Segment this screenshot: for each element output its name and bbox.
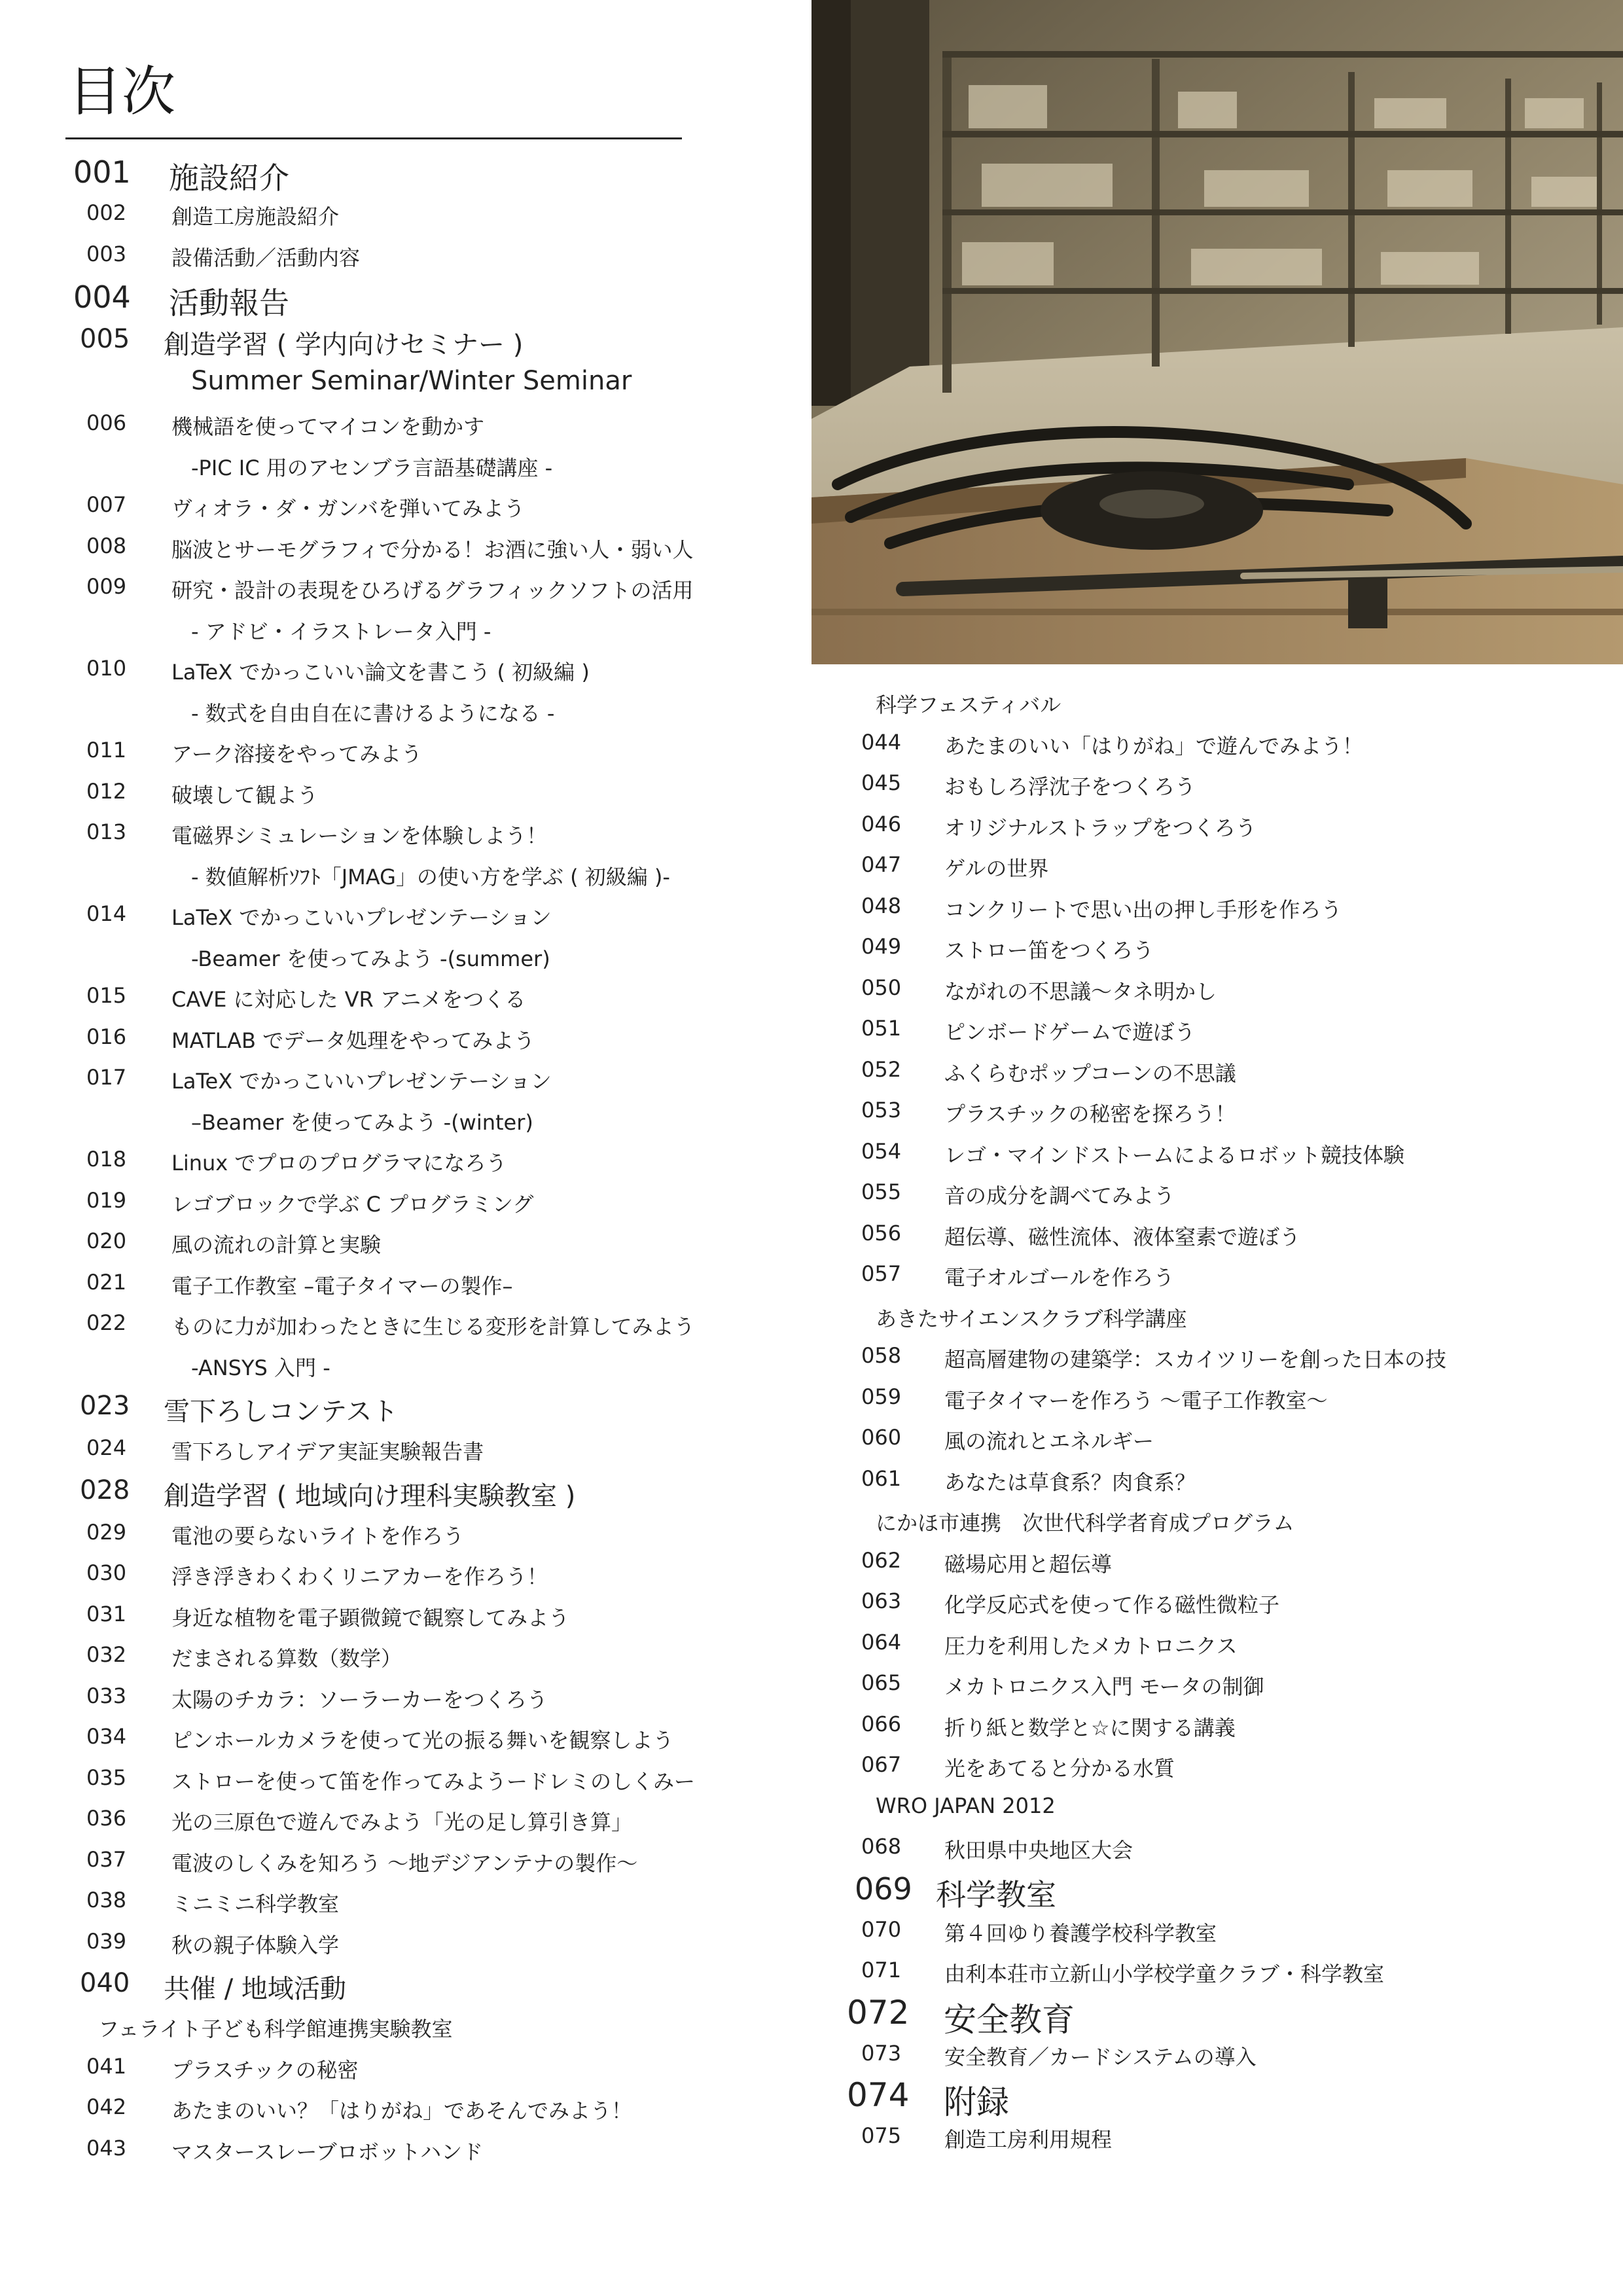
toc-entry-title: MATLAB でデータ処理をやってみよう [171,1028,535,1053]
toc-item [812,1335,1623,1376]
toc-entry-title: CAVE に対応した VR アニメをつくる [171,987,526,1012]
toc-entry-title: LaTeX でかっこいいプレゼンテーション [171,905,552,930]
toc-item [0,2087,785,2128]
toc-entry-title: 施設紹介 [169,160,289,196]
toc-page-number: 048 [861,893,902,918]
toc-entry-title: ミニミニ科学教室 [171,1892,340,1916]
toc-subtitle [0,361,785,403]
toc-page-number: 039 [86,1928,127,1954]
toc-sub [0,935,785,976]
toc-item [0,1716,785,1757]
toc-page-number: 042 [86,2094,127,2119]
toc-item [0,1139,785,1180]
toc-entry-title: 音の成分を調べてみよう [944,1183,1175,1208]
toc-item [0,1839,785,1880]
toc-entry-title: おもしろ浮沈子をつくろう [944,774,1196,799]
toc-page-number: 067 [861,1752,902,1777]
toc-entry-title: 超高層建物の建築学：スカイツリーを創った日本の技 [944,1347,1447,1372]
toc-page-number: 047 [861,852,902,877]
toc-page-number: 037 [86,1846,127,1872]
toc-page-number: 030 [86,1560,127,1585]
toc-page-number: 006 [86,410,127,435]
toc-page-number: 014 [86,901,127,926]
toc-item [812,886,1623,927]
toc-entry-title: プラスチックの秘密を探ろう！ [944,1102,1236,1126]
toc-item [0,893,785,935]
toc-entry-title: 秋田県中央地区大会 [944,1838,1133,1863]
toc-page-number: 056 [861,1220,902,1246]
toc-page-number: 021 [86,1269,127,1295]
toc-entry-title: 電磁界シミュレーションを体験しよう！ [171,823,548,848]
toc-item [812,1213,1623,1254]
toc-entry-title: 由利本荘市立新山小学校学童クラブ・科学教室 [944,1962,1385,1986]
toc-item [812,926,1623,967]
toc-entry-title: 電子工作教室 –電子タイマーの製作– [171,1273,513,1299]
toc-entry-title: フェライト子ども科学館連携実験教室 [98,2017,453,2041]
toc-page-number: 075 [861,2123,902,2148]
toc-page-number: 012 [86,778,127,804]
toc-big [812,1991,1623,2039]
toc-item [812,844,1623,886]
toc-page-number: 023 [80,1391,130,1421]
toc-entry-title: ヴィオラ・ダ・ガンバを弾いてみよう [171,496,525,521]
toc-item [812,1458,1623,1499]
toc-page-number: 069 [855,1871,912,1907]
toc-page-number: 074 [847,2076,910,2114]
toc-entry-title: 風の流れとエネルギー [944,1429,1154,1454]
toc-page-number: 068 [861,1834,902,1859]
toc-entry-title: Linux でプロのプログラマになろう [171,1151,507,1175]
toc-entry-title: あたまのいい「はりがね」で遊んでみよう！ [944,733,1364,759]
toc-header [0,2005,785,2046]
toc-page-number: 022 [86,1310,127,1335]
toc-entry-title: レゴブロックで学ぶ C プログラミング [171,1191,534,1217]
toc-entry-title: 風の流れの計算と実験 [171,1232,382,1257]
toc-entry-title: LaTeX でかっこいいプレゼンテーション [171,1069,552,1094]
toc-page-number: 008 [86,533,127,558]
toc-entry-title: -Beamer を使ってみよう -(summer) [191,946,550,971]
toc-item [0,484,785,526]
toc-entry-title: 身近な植物を電子顕微鏡で観察してみよう [171,1605,570,1630]
toc-page-number: 044 [861,729,902,755]
toc-page-number: 059 [861,1384,902,1409]
toc-page-number: 058 [861,1343,902,1368]
toc-page-number: 031 [86,1601,127,1626]
toc-item [0,2128,785,2169]
toc-page-number: 007 [86,492,127,517]
toc-item [0,812,785,853]
toc-item [0,1880,785,1921]
toc-page-number: 043 [86,2135,127,2161]
toc-item [812,1008,1623,1049]
toc-item [0,1427,785,1469]
toc-item [812,1826,1623,1867]
toc-entry-title: -PIC IC 用のアセンブラ言語基礎講座 - [191,455,553,480]
toc-page-number: 066 [861,1711,902,1736]
toc-item [0,1057,785,1098]
toc-item [812,1581,1623,1622]
toc-page-number: 019 [86,1187,127,1213]
toc-item [0,1552,785,1594]
toc-entry-title: アーク溶接をやってみよう [171,742,423,766]
toc-entry-title: -ANSYS 入門 - [191,1355,330,1380]
toc-item [0,1634,785,1676]
toc-page-number: 013 [86,819,127,844]
toc-entry-title: 光の三原色で遊んでみよう「光の足し算引き算」 [171,1810,633,1835]
toc-entry-title: 創造工房施設紹介 [171,204,340,229]
toc-page-number: 050 [861,975,902,1000]
toc-page-number: 004 [73,279,131,315]
toc-entry-title: ふくらむポップコーンの不思議 [944,1060,1236,1086]
toc-item [812,804,1623,845]
toc-item [0,1798,785,1839]
toc-entry-title: 折り紙と数学と☆に関する講義 [944,1715,1236,1740]
toc-item [0,1757,785,1799]
toc-item [812,722,1623,763]
toc-page-number: 072 [847,1993,910,2032]
toc-entry-title: 創造学習 ( 学内向けセミナー ) [164,330,524,360]
toc-right-column [812,681,1623,2157]
toc-entry-title: プラスチックの秘密 [171,2057,359,2083]
toc-entry-title: 安全教育／カードシステムの導入 [944,2044,1257,2070]
toc-page-number: 061 [861,1465,902,1491]
toc-entry-title: 脳波とサーモグラフィで分かる！お酒に強い人・弱い人 [171,537,694,562]
toc-page-number: 028 [80,1475,130,1505]
toc-group [0,1469,785,1512]
toc-page-number: 017 [86,1065,127,1090]
toc-item [812,1704,1623,1745]
toc-page-number: 051 [861,1016,902,1041]
toc-group [0,317,785,361]
toc-item [812,1090,1623,1131]
page-title: 目次 [68,61,176,123]
toc-page-number: 045 [861,770,902,795]
toc-entry-title: 太陽のチカラ：ソーラーカーをつくろう [171,1687,548,1712]
toc-entry-title: 機械語を使ってマイコンを動かす [171,414,485,439]
toc-item [812,1172,1623,1213]
title-divider [65,137,682,139]
toc-entry-title: Summer Seminar/Winter Seminar [191,366,632,396]
toc-item [812,1131,1623,1172]
toc-item [812,1662,1623,1704]
toc-entry-title: ピンホールカメラを使って光の振る舞いを観察しよう [171,1728,674,1753]
toc-entry-title: ゲルの世界 [944,856,1049,881]
toc-page-number: 049 [861,934,902,959]
toc-entry-title: ストローを使って笛を作ってみようードレミのしくみー [171,1768,696,1794]
toc-entry-title: 設備活動／活動内容 [171,245,361,270]
toc-entry-title: 活動報告 [169,285,289,321]
toc-entry-title: マスタースレーブロボットハンド [171,2139,484,2164]
toc-item [0,234,785,275]
toc-sub [0,444,785,485]
toc-entry-title: 創造工房利用規程 [944,2127,1113,2152]
toc-page-number: 009 [86,574,127,599]
toc-page-number: 001 [73,154,131,190]
toc-entry-title: あたまのいい？「はりがね」であそんでみよう！ [171,2098,633,2123]
toc-sub [0,689,785,730]
toc-section [0,274,785,321]
toc-header [812,1295,1623,1336]
toc-entry-title: ながれの不思議〜タネ明かし [944,978,1217,1004]
toc-entry-title: メカトロニクス入門 モータの制御 [944,1674,1264,1699]
toc-entry-title: WRO JAPAN 2012 [876,1793,1056,1818]
toc-item [812,2115,1623,2157]
toc-item [0,1302,785,1344]
toc-item [0,526,785,567]
toc-item [812,1049,1623,1090]
toc-page-number: 036 [86,1806,127,1831]
toc-sub [0,853,785,894]
toc-page-number: 020 [86,1229,127,1253]
toc-entry-title: あきたサイエンスクラブ科学講座 [876,1306,1187,1331]
toc-group [0,1962,785,2005]
toc-entry-title: 雪下ろしコンテスト [164,1397,399,1427]
toc-item [0,1921,785,1962]
toc-item [0,1180,785,1221]
toc-page-number: 032 [86,1642,127,1667]
toc-page-number: 065 [861,1670,902,1695]
toc-page-number: 063 [861,1588,902,1613]
toc-page-number: 054 [861,1138,902,1164]
toc-entry-title: 研究・設計の表現をひろげるグラフィックソフトの活用 [171,578,694,603]
toc-entry-title: - アドビ・イラストレータ入門 - [191,619,491,644]
toc-item [812,1417,1623,1458]
toc-page-number: 073 [861,2040,902,2066]
toc-page-number: 060 [861,1425,902,1450]
toc-page-number: 015 [86,983,127,1008]
toc-entry-title: ピンボードゲームで遊ぼう [944,1020,1196,1045]
toc-item [812,1909,1623,1950]
toc-page-number: 046 [861,811,902,836]
toc-entry-title: 化学反応式を使って作る磁性微粒子 [944,1592,1280,1617]
toc-page-number: 024 [86,1435,127,1460]
toc-item [0,403,785,444]
toc-left-column [0,149,785,2168]
toc-item [0,1016,785,1058]
toc-page-number: 064 [861,1629,902,1655]
toc-item [0,1262,785,1303]
toc-item [812,967,1623,1009]
toc-page-number: 018 [86,1147,127,1172]
toc-sub [0,607,785,649]
toc-entry-title: コンクリートで思い出の押し手形を作ろう [944,897,1342,922]
toc-entry-title: オリジナルストラップをつくろう [944,815,1257,840]
toc-item [812,1950,1623,1991]
toc-entry-title: - 数値解析ｿﾌﾄ「JMAG」の使い方を学ぶ ( 初級編 )- [191,864,670,889]
toc-page-number: 005 [80,324,130,354]
toc-entry-title: 浮き浮きわくわくリニアカーを作ろう！ [171,1564,548,1589]
toc-big [812,2073,1623,2121]
toc-page-number: 035 [86,1765,127,1790]
toc-item [812,762,1623,804]
toc-page-number: 011 [86,738,127,762]
toc-page-number: 038 [86,1888,127,1912]
toc-page-number: 029 [86,1519,127,1545]
toc-entry-title: 電波のしくみを知ろう 〜地デジアンテナの製作〜 [171,1850,638,1876]
toc-item [812,1540,1623,1581]
toc-item [0,192,785,234]
toc-item [0,771,785,812]
toc-entry-title: ものに力が加わったときに生じる変形を計算してみよう [171,1314,695,1339]
toc-item [812,1253,1623,1295]
toc-page-number: 003 [86,241,127,266]
toc-item [0,1594,785,1635]
toc-entry-title: 科学フェスティバル [876,692,1061,717]
toc-item [812,2033,1623,2074]
toc-entry-title: 附録 [944,2083,1009,2121]
toc-item [0,730,785,771]
toc-page-number: 070 [861,1916,902,1942]
toc-page-number: 057 [861,1261,902,1286]
toc-page-number: 034 [86,1724,127,1749]
toc-entry-title: 創造学習 ( 地域向け理科実験教室 ) [164,1480,576,1511]
toc-entry-title: だまされる算数（数学） [171,1646,402,1671]
toc-sub [0,1098,785,1139]
toc-entry-title: 光をあてると分かる水質 [944,1756,1175,1781]
toc-entry-title: LaTeX でかっこいい論文を書こう ( 初級編 ) [171,660,590,685]
toc-entry-title: にかほ市連携 次世代科学者育成プログラム [876,1511,1294,1535]
toc-entry-title: 電池の要らないライトを作ろう [171,1523,465,1549]
toc-entry-title: ストロー笛をつくろう [944,938,1154,963]
toc-entry-title: 安全教育 [944,2000,1075,2039]
toc-entry-title: 破壊して観よう [171,782,319,808]
toc-entry-title: 第４回ゆり養護学校科学教室 [944,1920,1217,1946]
toc-page-number: 010 [86,656,127,681]
toc-page-number: 033 [86,1683,127,1708]
toc-page-number: 053 [861,1098,902,1122]
toc-header [812,681,1623,722]
toc-item [812,1622,1623,1663]
toc-entry-title: 雪下ろしアイデア実証実験報告書 [171,1439,484,1464]
toc-entry-title: 磁場応用と超伝導 [944,1551,1113,1577]
toc-entry-title: - 数式を自由自在に書けるようになる - [191,700,555,726]
toc-sub [0,1344,785,1385]
toc-item [0,1676,785,1717]
toc-page-number: 071 [861,1958,902,1982]
toc-item [0,975,785,1016]
toc-page-number: 016 [86,1024,127,1049]
toc-entry-title: 秋の親子体験入学 [171,1932,340,1958]
toc-item [812,1376,1623,1418]
toc-group [0,1384,785,1427]
toc-entry-title: 共催 / 地域活動 [164,1974,346,2004]
workshop-photo-image [812,0,1623,664]
toc-item [0,2046,785,2087]
toc-entry-title: –Beamer を使ってみよう -(winter) [191,1109,533,1135]
toc-page-number: 052 [861,1056,902,1082]
toc-entry-title: あなたは草食系？肉食系？ [944,1469,1196,1495]
toc-page-number: 062 [861,1547,902,1573]
toc-item [0,1221,785,1262]
toc-entry-title: レゴ・マインドストームによるロボット競技体験 [944,1142,1405,1168]
toc-entry-title: 科学教室 [936,1876,1056,1912]
toc-header [812,1785,1623,1827]
toc-page-number: 040 [80,1968,130,1998]
toc-section [812,1867,1623,1912]
toc-page-number: 002 [86,200,127,225]
toc-page-number: 041 [86,2053,127,2079]
toc-header [812,1499,1623,1540]
toc-item [0,648,785,689]
toc-entry-title: 超伝導、磁性流体、液体窒素で遊ぼう [944,1224,1301,1249]
toc-entry-title: 圧力を利用したメカトロニクス [944,1633,1238,1659]
toc-item [812,1744,1623,1785]
toc-page-number: 055 [861,1179,902,1204]
toc-item [0,1512,785,1553]
toc-entry-title: 電子タイマーを作ろう 〜電子工作教室〜 [944,1388,1328,1413]
toc-section [0,149,785,196]
workshop-photo [812,0,1623,664]
toc-entry-title: 電子オルゴールを作ろう [944,1265,1175,1290]
toc-item [0,566,785,607]
